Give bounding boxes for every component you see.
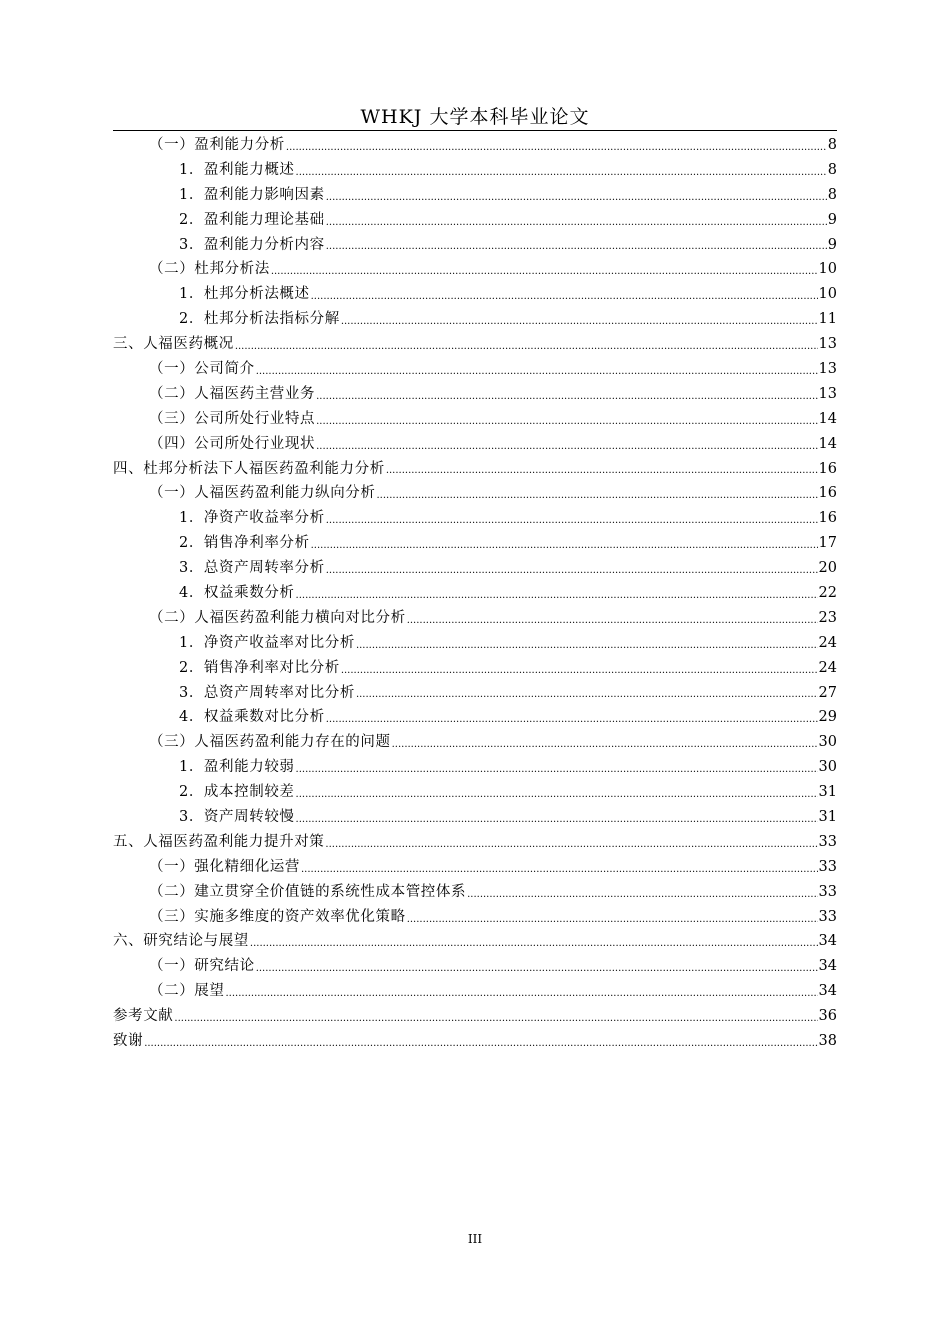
toc-entry-page: 20 — [818, 560, 837, 577]
toc-dot-leader — [325, 835, 817, 855]
toc-dot-leader — [296, 586, 818, 606]
toc-entry-page: 9 — [827, 236, 837, 253]
toc-entry[interactable] — [113, 357, 837, 382]
toc-entry-title: （四）公司所处行业现状 — [149, 435, 316, 452]
toc-dot-leader — [326, 511, 818, 531]
toc-entry-page: 29 — [818, 709, 837, 726]
toc-entry-title: 3．盈利能力分析内容 — [179, 236, 325, 253]
toc-entry[interactable] — [113, 183, 837, 208]
toc-entry-title: 1．盈利能力较弱 — [179, 759, 295, 776]
toc-entry-page: 22 — [818, 585, 837, 602]
toc-entry[interactable] — [113, 382, 837, 407]
toc-entry-page: 8 — [827, 161, 837, 178]
toc-entry-title: 2．成本控制较差 — [179, 784, 295, 801]
toc-entry[interactable] — [113, 1004, 837, 1029]
toc-entry-title: 4．权益乘数分析 — [179, 585, 295, 602]
toc-entry-page: 10 — [818, 261, 837, 278]
toc-dot-leader — [341, 312, 818, 332]
toc-entry[interactable] — [113, 432, 837, 457]
toc-dot-leader — [311, 536, 818, 556]
toc-dot-leader — [256, 362, 818, 382]
toc-dot-leader — [407, 910, 818, 930]
toc-entry-page: 16 — [818, 510, 837, 527]
toc-entry-page: 14 — [818, 435, 837, 452]
toc-dot-leader — [326, 710, 818, 730]
toc-dot-leader — [296, 760, 818, 780]
toc-dot-leader — [256, 959, 818, 979]
toc-entry-title: （二）建立贯穿全价值链的系统性成本管控体系 — [149, 883, 467, 900]
toc-entry-title: 2．销售净利率分析 — [179, 535, 310, 552]
toc-entry-page: 14 — [818, 410, 837, 427]
toc-entry-title: （二）人福医药盈利能力横向对比分析 — [149, 609, 406, 626]
toc-entry-page: 8 — [827, 136, 837, 153]
toc-entry[interactable] — [113, 208, 837, 233]
toc-entry[interactable] — [113, 307, 837, 332]
toc-entry-page: 10 — [818, 286, 837, 303]
toc-entry-title: （一）研究结论 — [149, 958, 255, 975]
toc-entry-title: 2．销售净利率对比分析 — [179, 659, 340, 676]
toc-entry-title: 3．资产周转较慢 — [179, 809, 295, 826]
toc-entry[interactable] — [113, 880, 837, 905]
toc-entry-title: （二）人福医药主营业务 — [149, 385, 316, 402]
toc-entry-title: 1．杜邦分析法概述 — [179, 286, 310, 303]
toc-entry[interactable] — [113, 705, 837, 730]
toc-dot-leader — [392, 735, 818, 755]
toc-entry-page: 33 — [818, 883, 837, 900]
toc-dot-leader — [271, 262, 818, 282]
toc-entry[interactable] — [113, 133, 837, 158]
table-of-contents — [113, 133, 837, 1054]
toc-entry-page: 16 — [818, 460, 837, 477]
toc-entry-title: 三、人福医药概况 — [113, 336, 234, 353]
toc-entry[interactable] — [113, 506, 837, 531]
toc-entry-title: 参考文献 — [113, 1008, 174, 1025]
toc-entry[interactable] — [113, 233, 837, 258]
toc-entry-title: （三）公司所处行业特点 — [149, 410, 316, 427]
toc-entry-page: 16 — [818, 485, 837, 502]
toc-entry[interactable] — [113, 407, 837, 432]
toc-entry-title: 1．净资产收益率分析 — [179, 510, 325, 527]
toc-dot-leader — [301, 860, 818, 880]
toc-entry[interactable] — [113, 158, 837, 183]
toc-entry-page: 36 — [818, 1008, 837, 1025]
toc-entry-page: 24 — [818, 659, 837, 676]
toc-entry-page: 34 — [818, 958, 837, 975]
toc-entry-page: 8 — [827, 186, 837, 203]
toc-entry[interactable] — [113, 681, 837, 706]
toc-entry-page: 38 — [818, 1033, 837, 1050]
toc-entry-page: 34 — [818, 933, 837, 950]
toc-entry-title: （二）杜邦分析法 — [149, 261, 270, 278]
toc-entry-page: 34 — [818, 983, 837, 1000]
toc-entry[interactable] — [113, 830, 837, 855]
toc-entry-title: 2．杜邦分析法指标分解 — [179, 311, 340, 328]
toc-entry[interactable] — [113, 730, 837, 755]
toc-entry[interactable] — [113, 531, 837, 556]
toc-entry-page: 13 — [818, 361, 837, 377]
toc-dot-leader — [386, 461, 818, 481]
toc-dot-leader — [174, 1009, 817, 1029]
toc-entry-page: 31 — [818, 784, 837, 801]
toc-entry-title: 4．权益乘数对比分析 — [179, 709, 325, 726]
toc-entry-page: 30 — [818, 734, 837, 751]
toc-entry-title: （一）盈利能力分析 — [149, 136, 285, 153]
toc-entry-page: 30 — [818, 759, 837, 776]
toc-dot-leader — [316, 412, 817, 432]
toc-entry[interactable] — [113, 257, 837, 282]
toc-entry-page: 33 — [818, 908, 837, 925]
page-number: III — [467, 1232, 483, 1246]
toc-dot-leader — [326, 213, 827, 233]
toc-entry-page: 27 — [818, 684, 837, 701]
toc-entry[interactable] — [113, 481, 837, 506]
toc-entry[interactable] — [113, 282, 837, 307]
toc-entry[interactable] — [113, 606, 837, 631]
toc-entry[interactable] — [113, 930, 837, 955]
toc-entry[interactable] — [113, 656, 837, 681]
header-divider — [113, 130, 837, 131]
toc-dot-leader — [326, 188, 827, 208]
toc-entry[interactable] — [113, 332, 837, 357]
toc-entry-title: 1．盈利能力概述 — [179, 161, 295, 178]
toc-dot-leader — [326, 561, 818, 581]
toc-entry-page: 23 — [818, 609, 837, 626]
toc-dot-leader — [356, 685, 818, 705]
toc-entry-title: 四、杜邦分析法下人福医药盈利能力分析 — [113, 460, 385, 477]
toc-entry[interactable] — [113, 556, 837, 581]
toc-entry-title: 1．净资产收益率对比分析 — [179, 634, 355, 651]
toc-entry-title: （三）实施多维度的资产效率优化策略 — [149, 908, 406, 925]
toc-entry-title: 2．盈利能力理论基础 — [179, 211, 325, 228]
page-header-title: WHKJ 大学本科毕业论文 — [360, 106, 590, 128]
toc-dot-leader — [296, 810, 818, 830]
toc-entry-title: 3．总资产周转率对比分析 — [179, 684, 355, 701]
toc-dot-leader — [326, 237, 827, 257]
toc-entry-page: 9 — [827, 211, 837, 228]
toc-entry-page: 13 — [818, 336, 837, 353]
toc-dot-leader — [311, 287, 818, 307]
toc-entry-title: （一）公司简介 — [149, 361, 255, 377]
toc-entry[interactable] — [113, 780, 837, 805]
toc-dot-leader — [296, 785, 818, 805]
toc-entry-page: 24 — [818, 634, 837, 651]
toc-entry-title: （一）人福医药盈利能力纵向分析 — [149, 485, 376, 502]
toc-dot-leader — [235, 337, 818, 357]
toc-entry[interactable] — [113, 755, 837, 780]
toc-dot-leader — [377, 486, 818, 506]
toc-entry-title: 六、研究结论与展望 — [113, 933, 249, 950]
toc-dot-leader — [144, 1034, 817, 1054]
toc-entry-page: 33 — [818, 858, 837, 875]
toc-entry-page: 11 — [818, 311, 837, 328]
toc-entry[interactable] — [113, 979, 837, 1004]
toc-dot-leader — [341, 661, 818, 681]
toc-entry-title: 1．盈利能力影响因素 — [179, 186, 325, 203]
toc-entry[interactable] — [113, 905, 837, 930]
toc-entry-title: 3．总资产周转率分析 — [179, 560, 325, 577]
toc-entry-page: 17 — [818, 535, 837, 552]
toc-entry[interactable] — [113, 457, 837, 482]
toc-dot-leader — [316, 437, 817, 457]
toc-dot-leader — [316, 387, 817, 407]
toc-entry-title: （三）人福医药盈利能力存在的问题 — [149, 734, 391, 751]
toc-dot-leader — [250, 934, 818, 954]
toc-entry[interactable] — [113, 581, 837, 606]
toc-dot-leader — [296, 163, 827, 183]
toc-entry[interactable] — [113, 855, 837, 880]
toc-dot-leader — [226, 984, 818, 1004]
toc-dot-leader — [356, 636, 818, 656]
toc-entry[interactable] — [113, 631, 837, 656]
toc-entry-page: 33 — [818, 833, 837, 850]
toc-entry-title: 致谢 — [113, 1033, 144, 1050]
toc-entry-page: 13 — [818, 385, 837, 402]
toc-dot-leader — [407, 611, 818, 631]
toc-entry-page: 31 — [818, 809, 837, 826]
toc-entry-title: （二）展望 — [149, 983, 225, 1000]
toc-entry[interactable] — [113, 1029, 837, 1054]
toc-dot-leader — [286, 138, 827, 158]
toc-entry-title: 五、人福医药盈利能力提升对策 — [113, 833, 325, 850]
toc-entry-title: （一）强化精细化运营 — [149, 858, 300, 875]
toc-entry[interactable] — [113, 805, 837, 830]
toc-dot-leader — [467, 885, 817, 905]
toc-entry[interactable] — [113, 954, 837, 979]
